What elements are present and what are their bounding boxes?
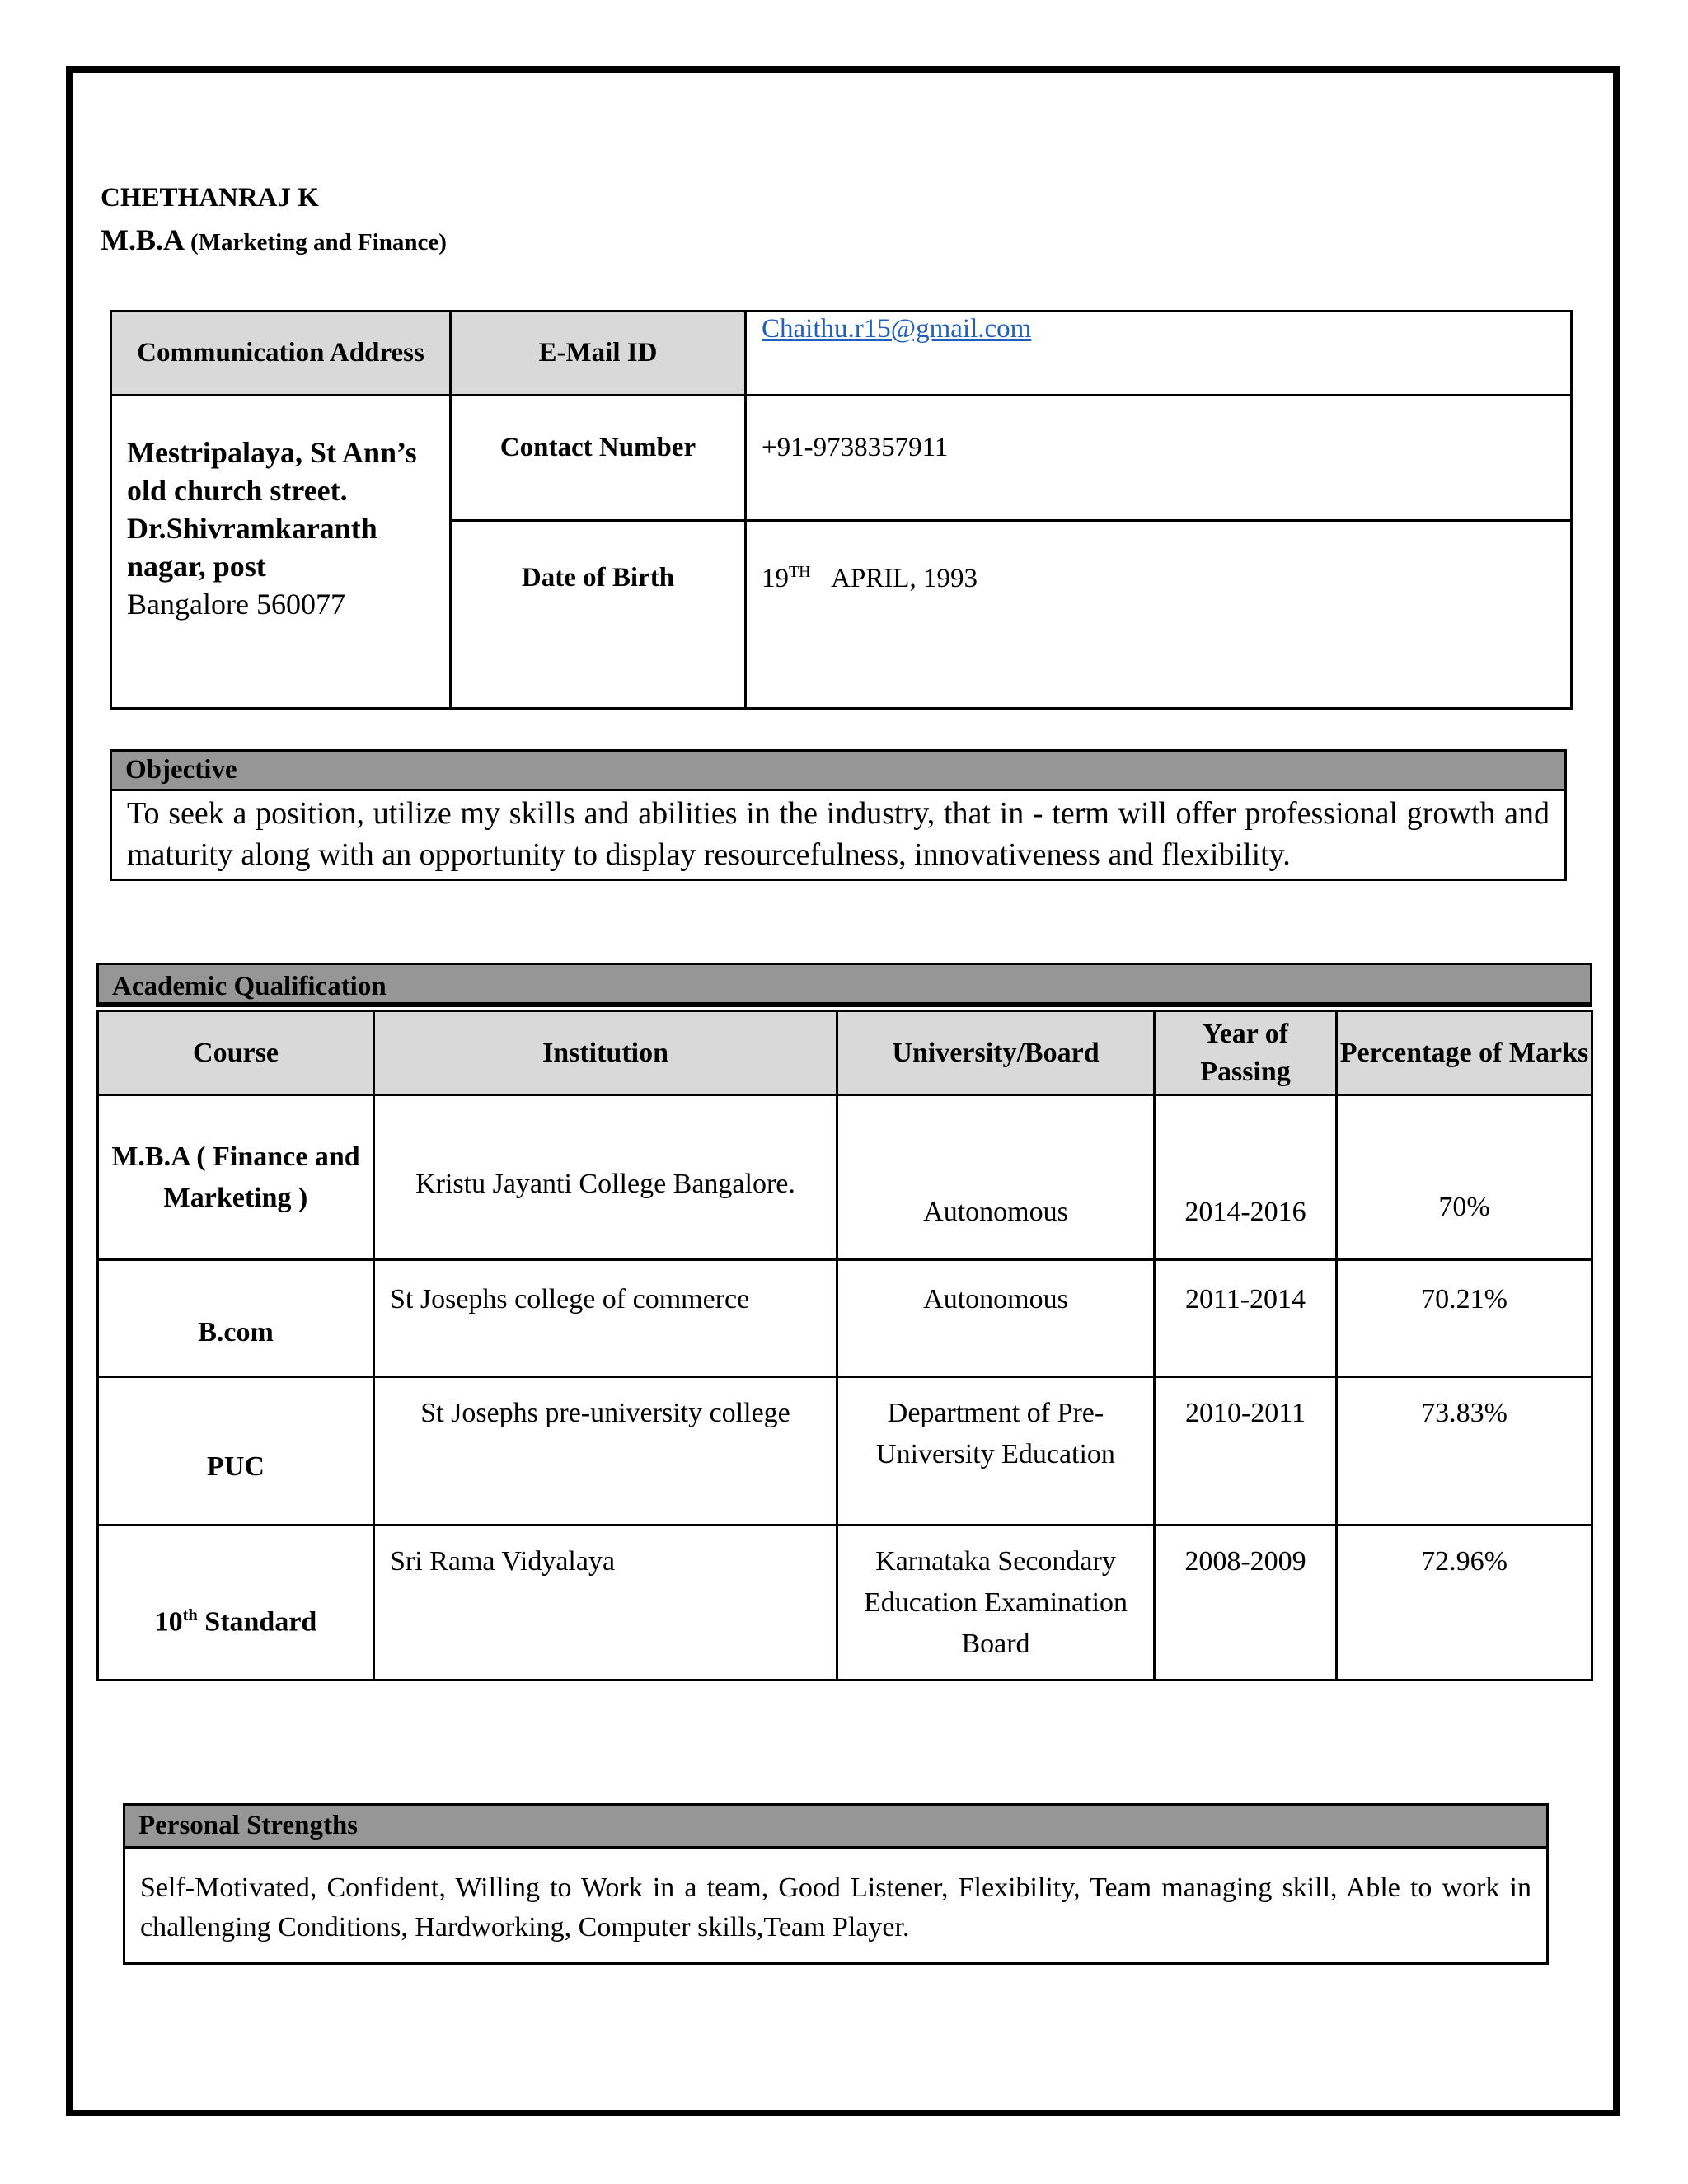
- institution-cell: St Josephs pre-university college: [374, 1377, 837, 1526]
- board-cell: Karnataka Secondary Education Examination Board: [837, 1526, 1155, 1680]
- candidate-name: CHETHANRAJ K: [101, 183, 319, 213]
- year-cell: 2008-2009: [1155, 1526, 1337, 1680]
- institution-cell: Kristu Jayanti College Bangalore.: [374, 1095, 837, 1260]
- objective-text: To seek a position, utilize my skills and abilities in the industry, that in - term will offer professional growth and maturity along with an opportunity to display resourcefulness, innovativeness and flexibility.: [127, 796, 1550, 872]
- course-suffix: th: [182, 1605, 198, 1624]
- academic-table: [96, 1010, 1593, 1681]
- col-percentage: Percentage of Marks: [1337, 1011, 1592, 1095]
- academic-header-row: [98, 1011, 1592, 1095]
- col-board: University/Board: [837, 1011, 1155, 1095]
- phone-label: Contact Number: [451, 396, 746, 521]
- percentage-cell: 72.96%: [1337, 1526, 1592, 1680]
- course-cell: PUC: [98, 1377, 374, 1526]
- email-cell: [746, 312, 1572, 396]
- table-row: [98, 1526, 1592, 1680]
- phone-value: +91-9738357911: [746, 396, 1572, 521]
- col-institution: Institution: [374, 1011, 837, 1095]
- email-link[interactable]: Chaithu.r15@gmail.com: [762, 314, 1032, 344]
- degree-specialization: (Marketing and Finance): [190, 229, 447, 255]
- col-course: Course: [98, 1011, 374, 1095]
- course-cell: B.com: [98, 1260, 374, 1377]
- course-cell: [98, 1526, 374, 1680]
- contact-table: [110, 310, 1573, 710]
- strengths-section: [123, 1803, 1549, 1965]
- degree: M.B.A: [101, 223, 184, 256]
- academic-title: Academic Qualification: [96, 963, 1592, 1007]
- percentage-cell: 70%: [1337, 1095, 1592, 1260]
- address-header: Communication Address: [111, 312, 451, 396]
- dob-suffix: TH: [789, 563, 811, 581]
- institution-cell: Sri Rama Vidyalaya: [374, 1526, 837, 1680]
- board-cell: Autonomous: [837, 1095, 1155, 1260]
- dob-label: Date of Birth: [451, 521, 746, 709]
- degree-line: [101, 223, 447, 257]
- address-cell: [111, 396, 451, 709]
- address-city: Bangalore 560077: [127, 588, 345, 621]
- col-year: Year of Passing: [1155, 1011, 1337, 1095]
- course-cell: M.B.A ( Finance and Marketing ): [98, 1095, 374, 1260]
- board-cell: Department of Pre-University Education: [837, 1377, 1155, 1526]
- year-cell: 2014-2016: [1155, 1095, 1337, 1260]
- course-text: Standard: [204, 1606, 317, 1638]
- year-cell: 2010-2011: [1155, 1377, 1337, 1526]
- course-number: 10: [154, 1606, 183, 1638]
- year-cell: 2011-2014: [1155, 1260, 1337, 1377]
- table-row: [98, 1260, 1592, 1377]
- address-street: Mestripalaya, St Ann’s old church street. Dr.Shivramkaranth nagar, post: [127, 436, 417, 583]
- objective-section: [110, 749, 1567, 881]
- objective-title: Objective: [112, 752, 1564, 791]
- institution-cell: St Josephs college of commerce: [374, 1260, 837, 1377]
- strengths-title: Personal Strengths: [125, 1806, 1546, 1849]
- percentage-cell: 70.21%: [1337, 1260, 1592, 1377]
- table-row: [98, 1095, 1592, 1260]
- percentage-cell: 73.83%: [1337, 1377, 1592, 1526]
- board-cell: Autonomous: [837, 1260, 1155, 1377]
- table-row: [98, 1377, 1592, 1526]
- dob-month-year: APRIL, 1993: [831, 564, 978, 593]
- dob-value: [746, 521, 1572, 709]
- email-label: E-Mail ID: [451, 312, 746, 396]
- dob-day: 19: [762, 564, 789, 593]
- strengths-text: Self-Motivated, Confident, Willing to Work in a team, Good Listener, Flexibility, Team managing skill, Able to work in challenging Conditions, Hardworking, Computer skills,Team Player.: [140, 1872, 1531, 1943]
